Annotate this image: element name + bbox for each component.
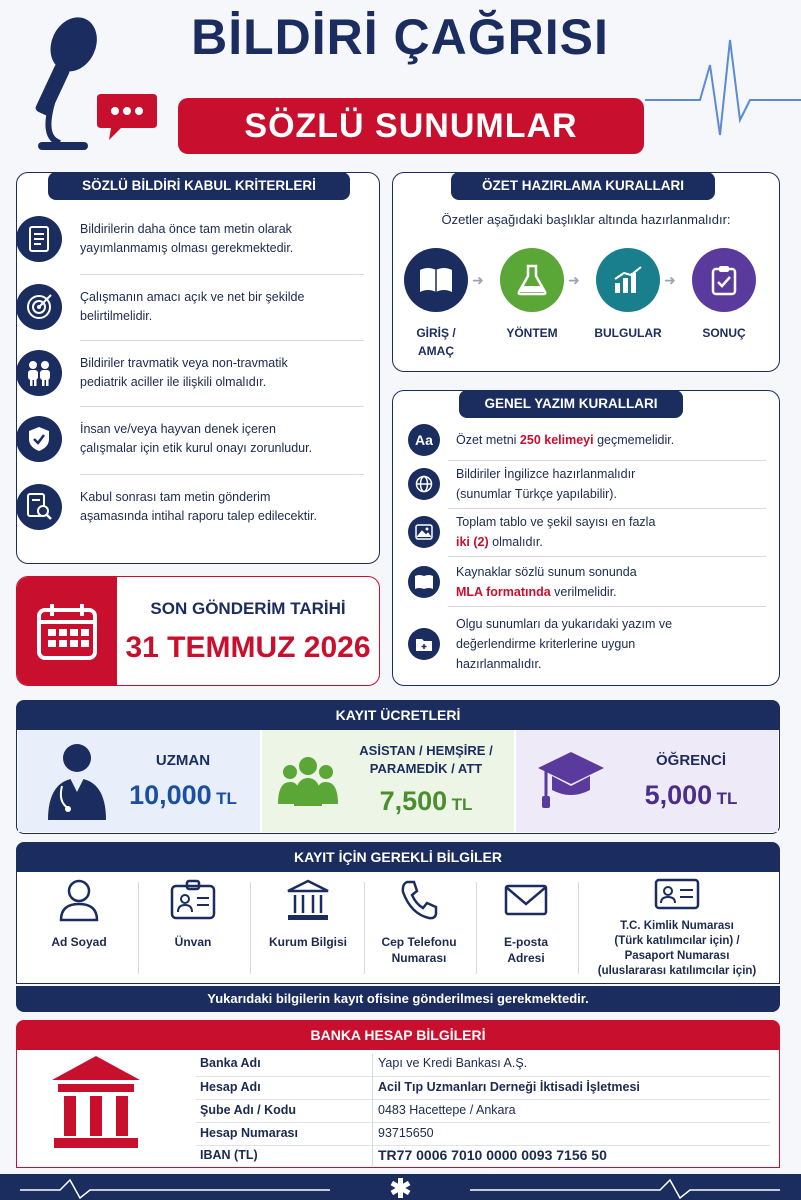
step-label-conclusion: SONUÇ	[702, 326, 746, 340]
institution-icon	[285, 878, 331, 922]
account-name-label: Hesap Adı	[200, 1080, 261, 1094]
document-icon	[16, 216, 62, 262]
flask-icon	[500, 248, 564, 312]
account-name-value: Acil Tıp Uzmanları Derneği İktisadi İşletmesi	[378, 1080, 640, 1094]
registration-footer: Yukarıdaki bilgilerin kayıt ofisine gönderilmesi gerekmektedir.	[16, 986, 780, 1012]
deadline-date: 31 TEMMUZ 2026	[125, 631, 371, 664]
rule-item: Bildiriler İngilizce hazırlanmalıdır (sunumlar Türkçe yapılabilir).	[408, 464, 768, 504]
criteria-item: İnsan ve/veya hayvan denek içeren çalışmalar için etik kurul onayı zorunludur.	[16, 416, 364, 462]
abstract-title: ÖZET HAZIRLAMA KURALLARI	[451, 172, 715, 200]
account-number-label: Hesap Numarası	[200, 1126, 298, 1140]
fee-student: ÖĞRENCİ 5,000 TL	[516, 730, 778, 832]
target-icon	[16, 284, 62, 330]
deadline-panel	[16, 576, 380, 686]
iban-label: IBAN (TL)	[200, 1148, 258, 1162]
calendar-icon	[17, 577, 117, 686]
rule-item: Olgu sunumları da yukarıdaki yazım ve değerlendirme kriterlerine uygun hazırlanmalıdır.	[408, 614, 768, 674]
bank-name-value: Yapı ve Kredi Bankası A.Ş.	[378, 1056, 528, 1070]
fee-assistant: ASİSTAN / HEMŞİRE / PARAMEDİK / ATT 7,500 TL	[262, 730, 514, 832]
info-email: E-posta Adresi	[476, 878, 576, 966]
abstract-intro: Özetler aşağıdaki başlıklar altında hazırlanmalıdır:	[441, 212, 731, 227]
speech-bubble-icon	[95, 88, 159, 144]
bank-name-label: Banka Adı	[200, 1056, 261, 1070]
criteria-item: Bildiriler travmatik veya non-travmatik pediatrik aciller ile ilişkili olmalıdır.	[16, 350, 364, 396]
fees-title: KAYIT ÜCRETLERİ	[16, 700, 780, 730]
arrow-icon: ➜	[568, 272, 580, 288]
step-label-method: YÖNTEM	[506, 326, 558, 340]
step-label-intro: GİRİŞ / AMAÇ	[416, 326, 456, 358]
iban-value: TR77 0006 7010 0000 0093 7156 50	[378, 1147, 607, 1163]
envelope-icon	[503, 878, 549, 922]
shield-check-icon	[16, 416, 62, 462]
graduation-cap-icon	[536, 748, 606, 814]
account-number-value: 93715650	[378, 1126, 434, 1140]
rule-item: Kaynaklar sözlü sunum sonunda MLA formatında verilmelidir.	[408, 562, 768, 602]
registration-title: KAYIT İÇİN GEREKLİ BİLGİLER	[16, 842, 780, 872]
children-icon	[16, 350, 62, 396]
criteria-item: Bildirilerin daha önce tam metin olarak yayımlanmamış olması gerekmektedir.	[16, 216, 364, 262]
bank-title: BANKA HESAP BİLGİLERİ	[16, 1020, 780, 1050]
arrow-icon: ➜	[472, 272, 484, 288]
globe-icon	[408, 468, 440, 500]
info-institution: Kurum Bilgisi	[252, 878, 364, 950]
font-icon: Aa	[408, 424, 440, 456]
heartbeat-line-icon	[645, 20, 801, 160]
deadline-label: SON GÖNDERİM TARİHİ	[150, 599, 346, 618]
star-of-life-icon	[386, 1176, 414, 1200]
info-id-number: T.C. Kimlik Numarası (Türk katılımcılar için) / Pasaport Numarası (uluslararası katılımcılar için)	[578, 878, 776, 979]
folder-medical-icon	[408, 628, 440, 660]
branch-value: 0483 Hacettepe / Ankara	[378, 1103, 516, 1117]
info-name: Ad Soyad	[24, 878, 134, 950]
criteria-item: Kabul sonrası tam metin gönderim aşamasında intihal raporu talep edilecektir.	[16, 484, 364, 530]
group-icon	[278, 754, 338, 808]
info-title: Ünvan	[138, 878, 248, 950]
phone-icon	[399, 878, 439, 922]
book-icon	[404, 248, 468, 312]
criteria-item: Çalışmanın amacı açık ve net bir şekilde belirtilmelidir.	[16, 284, 364, 330]
fee-specialist: UZMAN 10,000 TL	[18, 730, 260, 832]
arrow-icon: ➜	[664, 272, 676, 288]
rules-title: GENEL YAZIM KURALLARI	[459, 390, 683, 418]
rule-item: Aa Özet metni 250 kelimeyi geçmemelidir.	[408, 424, 768, 456]
rule-item: Toplam tablo ve şekil sayısı en fazla iki (2) olmalıdır.	[408, 512, 768, 552]
document-search-icon	[16, 484, 62, 530]
criteria-title: SÖZLÜ BİLDİRİ KABUL KRİTERLERİ	[48, 172, 350, 200]
page-title: BİLDİRİ ÇAĞRISI	[191, 9, 609, 65]
info-phone: Cep Telefonu Numarası	[364, 878, 474, 966]
image-icon	[408, 516, 440, 548]
doctor-icon	[44, 740, 110, 824]
bar-chart-icon	[596, 248, 660, 312]
id-badge-icon	[169, 878, 217, 922]
step-label-results: BULGULAR	[594, 326, 662, 340]
bank-icon	[48, 1052, 144, 1152]
person-icon	[59, 878, 99, 922]
clipboard-check-icon	[692, 248, 756, 312]
branch-label: Şube Adı / Kodu	[200, 1103, 297, 1117]
page-subtitle: SÖZLÜ SUNUMLAR	[178, 98, 644, 154]
book-icon	[408, 566, 440, 598]
id-card-icon	[653, 878, 701, 912]
